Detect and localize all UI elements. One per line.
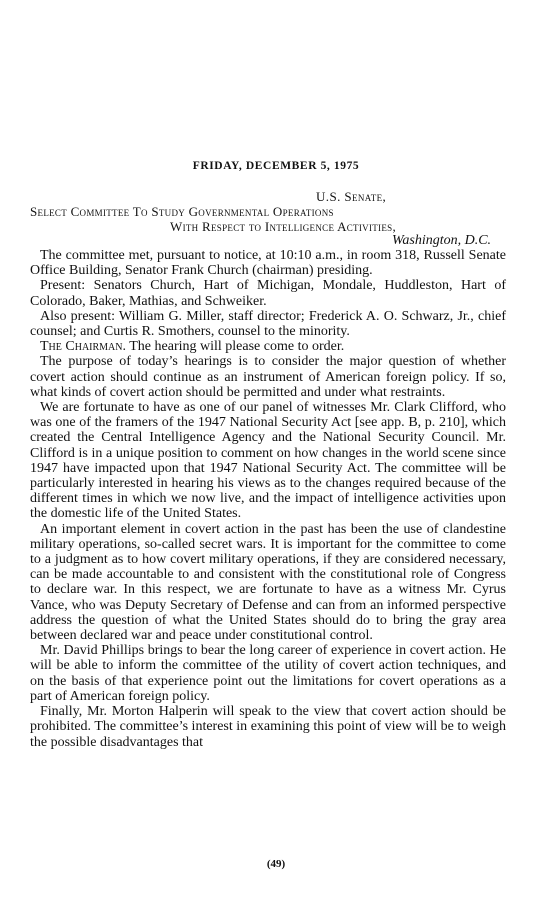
hearing-date: FRIDAY, DECEMBER 5, 1975	[192, 160, 360, 172]
paragraph-chairman-opening	[30, 339, 506, 354]
paragraph-also-present: Also present: William G. Miller, staff director; Frederick A. O. Schwarz, Jr., chief counsel; and Curtis R. Smothers, counsel to the minority.	[30, 308, 506, 340]
speaker-label: The Chairman.	[40, 339, 126, 355]
paragraph-halperin: Finally, Mr. Morton Halperin will speak to the view that covert action should be prohibited. The committee’s interest in examining this point of view will be to weigh the possible disadvantages that	[30, 704, 506, 750]
paragraph-present: Present: Senators Church, Hart of Michigan, Mondale, Huddleston, Hart of Colorado, Baker, Mathias, and Schweiker.	[30, 278, 506, 309]
paragraph-clifford: We are fortunate to have as one of our panel of witnesses Mr. Clark Clifford, who was one of the framers of the 1947 National Security Act [see app. B, p. 210], which created the Central Intelligence Agency and the National Security Council. Mr. Clifford is in a unique position to comment on how changes in the world scene since 1947 have impacted upon that 1947 National Security Act. The committee will be particularly interested in hearing his views as to the changes required because of the different times in which we now live, and the impact of intelligence activities upon the domestic life of the United States.	[30, 400, 506, 522]
hearing-location: Washington, D.C.	[392, 233, 492, 248]
page-number: (49)	[266, 858, 286, 870]
document-body	[30, 248, 506, 750]
committee-name-line2: With Respect to Intelligence Activities,	[170, 219, 397, 234]
chairman-statement: The hearing will please come to order.	[126, 339, 345, 355]
committee-name-line1: Select Committee To Study Governmental Operations	[30, 204, 334, 219]
paragraph-phillips: Mr. David Phillips brings to bear the long career of experience in covert action. He will be able to inform the committee of the utility of covert action techniques, and on the basis of that experience point out the limitations for covert operations as a part of American foreign policy.	[30, 643, 506, 704]
paragraph-vance: An important element in covert action in the past has been the use of clandestine military operations, so-called secret wars. It is important for the committee to come to a judgment as to how covert military operations, if they are considered necessary, can be made accountable to and consistent with the constitutional role of Congress to declare war. In this respect, we are fortunate to have as a witness Mr. Cyrus Vance, who was Deputy Secretary of Defense and can from an informed perspective address the question of what the United States should do to bring the gray area between declared war and peace under constitutional control.	[30, 521, 506, 644]
paragraph-purpose: The purpose of today’s hearings is to consider the major question of whether covert action should continue as an instrument of American foreign policy. If so, what kinds of covert action should be permitted and under what restraints.	[30, 354, 506, 400]
paragraph-convening: The committee met, pursuant to notice, at 10:10 a.m., in room 318, Russell Senate Office Building, Senator Frank Church (chairman) presiding.	[30, 248, 506, 279]
senate-heading: U.S. Senate,	[316, 189, 387, 204]
